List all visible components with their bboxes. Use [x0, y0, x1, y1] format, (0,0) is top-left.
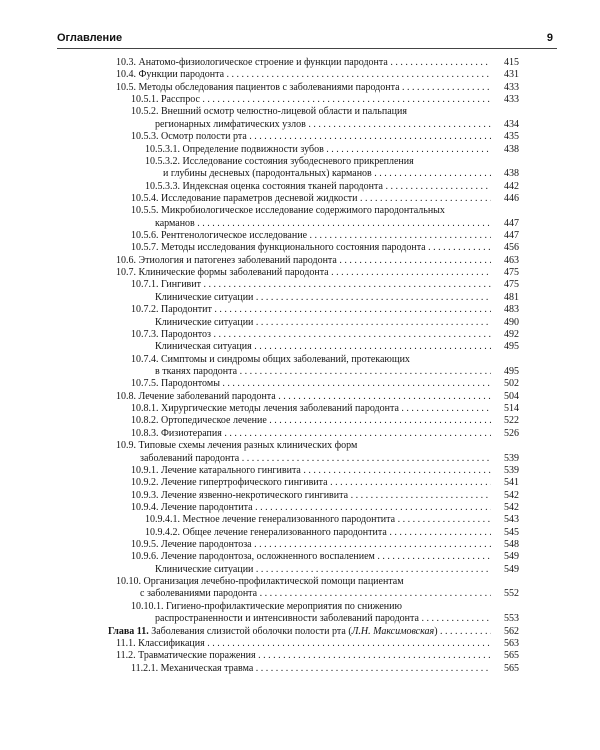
toc-page-number: 565 [491, 650, 519, 662]
toc-row [0, 601, 600, 613]
toc-entry-title: 10.9.2. Лечение гипертрофического гингивита . . . [131, 477, 493, 489]
toc-entry-title: Клиническая ситуация . . . [155, 341, 493, 353]
toc-entry-title: 10.4. Функции пародонта . . . [116, 69, 493, 81]
toc-row [0, 403, 600, 415]
toc-entry-title: 10.5.3.3. Индексная оценка состояния тканей пародонта . . . [145, 181, 493, 193]
toc-page-number: 438 [491, 144, 519, 156]
toc-page-number: 504 [491, 391, 519, 403]
toc-row [0, 106, 600, 118]
toc-row [0, 205, 600, 217]
toc-entry-title: 10.5.2. Внешний осмотр челюстно-лицевой области и пальпация [131, 106, 407, 118]
toc-row [0, 329, 600, 341]
toc-page-number: 553 [491, 613, 519, 625]
toc-row [0, 551, 600, 563]
toc-row [0, 415, 600, 427]
toc-page-number: 456 [491, 242, 519, 254]
toc-page-number: 415 [491, 57, 519, 69]
toc-row [0, 514, 600, 526]
toc-row [0, 317, 600, 329]
toc-entry-title: 10.10. Организация лечебно-профилактической помощи пациентам [116, 576, 404, 588]
toc-entry-title: 10.3. Анатомо-физиологическое строение и функции пародонта . . . [116, 57, 493, 69]
toc-row [0, 613, 600, 625]
toc-entry-title: 10.9.4. Лечение пародонтита . . . [131, 502, 493, 514]
toc-entry-title: 10.5.7. Методы исследования функционального состояния пародонта . . . [131, 242, 493, 254]
toc-row [0, 638, 600, 650]
toc-row [0, 82, 600, 94]
toc-entry-title: 11.1. Классификация . . . [116, 638, 493, 650]
toc-row [0, 650, 600, 662]
toc-page-number: 446 [491, 193, 519, 205]
toc-page-number: 548 [491, 539, 519, 551]
toc-entry-title: 10.7.4. Симптомы и синдромы общих заболеваний, протекающих [131, 353, 410, 365]
toc-entry-title: 10.8. Лечение заболеваний пародонта . . . [116, 391, 493, 403]
toc-entry-title: 10.9.4.1. Местное лечение генерализованного пародонтита . . . [145, 514, 493, 526]
toc-entry-title: 10.9.3. Лечение язвенно-некротического гингивита . . . [131, 490, 493, 502]
toc-row [0, 539, 600, 551]
toc-page-number: 563 [491, 638, 519, 650]
toc-entry-title: 10.5.3.1. Определение подвижности зубов . . . [145, 144, 493, 156]
toc-page-number: 541 [491, 477, 519, 489]
toc-row [0, 428, 600, 440]
toc-row [0, 131, 600, 143]
toc-page-number: 539 [491, 465, 519, 477]
toc-row [0, 144, 600, 156]
toc-entry-title: 10.7.5. Пародонтомы . . . [131, 378, 493, 390]
toc-entry-title: 10.9.5. Лечение пародонтоза . . . [131, 539, 493, 551]
toc-page-number: 514 [491, 403, 519, 415]
section-title: Оглавление [57, 32, 123, 44]
toc-page-number: 475 [491, 267, 519, 279]
toc-page-number: 552 [491, 588, 519, 600]
toc-entry-title: 10.9.4.2. Общее лечение генерализованного пародонтита . . . [145, 527, 493, 539]
toc-page-number: 543 [491, 514, 519, 526]
toc-entry-title: распространенности и интенсивности заболеваний пародонта . . . [155, 613, 493, 625]
toc-row [0, 181, 600, 193]
toc-row [0, 57, 600, 69]
toc-page-number: 435 [491, 131, 519, 143]
toc-entry-title: и глубины десневых (пародонтальных) карманов . . . [163, 168, 493, 180]
toc-row [0, 391, 600, 403]
toc-page-number: 475 [491, 279, 519, 291]
toc-page-number: 502 [491, 378, 519, 390]
toc-entry-title: Клинические ситуации . . . [155, 317, 493, 329]
toc-page-number: 431 [491, 69, 519, 81]
toc-entry-title: 10.7.3. Пародонтоз . . . [131, 329, 493, 341]
toc-entry-title: 10.10.1. Гигиено-профилактические мероприятия по снижению [131, 600, 402, 612]
page-number: 9 [546, 32, 553, 44]
toc-row [0, 354, 600, 366]
toc-entry-title: 10.9.1. Лечение катарального гингивита . . . [131, 465, 493, 477]
toc-entry-title: 11.2.1. Механическая травма . . . [131, 663, 493, 675]
toc-entry-title: Глава 11. Заболевания слизистой оболочки полости рта (Л.Н. Максимовская) . . . [108, 626, 493, 638]
toc-row [0, 626, 600, 638]
toc-entry-title: 10.5.5. Микробиологическое исследование содержимого пародонтальных [131, 205, 445, 217]
toc-entry-title: 10.7. Клинические формы заболеваний пародонта . . . [116, 267, 493, 279]
toc-page-number: 447 [491, 218, 519, 230]
toc-row [0, 453, 600, 465]
toc-row [0, 366, 600, 378]
toc-row [0, 490, 600, 502]
toc-row [0, 94, 600, 106]
toc-page-number: 481 [491, 292, 519, 304]
toc-page-number: 483 [491, 304, 519, 316]
toc-page-number: 549 [491, 564, 519, 576]
toc-entry-title: Клинические ситуации . . . [155, 292, 493, 304]
toc-row [0, 341, 600, 353]
toc-row [0, 218, 600, 230]
toc-entry-title: 10.6. Этиология и патогенез заболеваний пародонта . . . [116, 255, 493, 267]
toc-page-number: 433 [491, 94, 519, 106]
toc-row [0, 168, 600, 180]
toc-page-number: 463 [491, 255, 519, 267]
author-name: Л.Н. Максимовская [351, 625, 435, 637]
toc-page-number: 434 [491, 119, 519, 131]
toc-row [0, 193, 600, 205]
toc-row [0, 255, 600, 267]
toc-entry-title: 11.2. Травматические поражения . . . [116, 650, 493, 662]
toc-entry-title: 10.8.3. Физиотерапия . . . [131, 428, 493, 440]
toc-row [0, 292, 600, 304]
toc-entry-title: 10.5.4. Исследование параметров десневой жидкости . . . [131, 193, 493, 205]
toc-row [0, 465, 600, 477]
toc-page-number: 490 [491, 317, 519, 329]
toc-entry-title: карманов . . . [155, 218, 493, 230]
toc-row [0, 527, 600, 539]
toc-entry-title: 10.9. Типовые схемы лечения разных клинических форм [116, 440, 358, 452]
toc-page-number: 562 [491, 626, 519, 638]
toc-entry-title: 10.8.1. Хирургические методы лечения заболеваний пародонта . . . [131, 403, 493, 415]
toc-page-number: 495 [491, 341, 519, 353]
toc-page-number: 438 [491, 168, 519, 180]
header-rule [57, 48, 557, 49]
toc-row [0, 440, 600, 452]
toc-page-number: 549 [491, 551, 519, 563]
toc-row [0, 663, 600, 675]
toc-entry-title: 10.7.1. Гингивит . . . [131, 279, 493, 291]
toc-page-number: 447 [491, 230, 519, 242]
toc-entry-title: 10.7.2. Пародонтит . . . [131, 304, 493, 316]
toc-entry-title: 10.5.3. Осмотр полости рта . . . [131, 131, 493, 143]
toc-row [0, 279, 600, 291]
toc-row [0, 267, 600, 279]
toc-row [0, 564, 600, 576]
toc-row [0, 378, 600, 390]
toc-page-number: 565 [491, 663, 519, 675]
toc-page-number: 542 [491, 490, 519, 502]
toc-entry-title: заболеваний пародонта . . . [140, 453, 493, 465]
toc-row [0, 242, 600, 254]
toc-page-number: 542 [491, 502, 519, 514]
chapter-label: Глава 11. [108, 625, 149, 637]
toc-row [0, 477, 600, 489]
toc-entry-title: в тканях пародонта . . . [155, 366, 493, 378]
toc-entry-title: 10.5. Методы обследования пациентов с заболеваниями пародонта . . . [116, 82, 493, 94]
toc-row [0, 304, 600, 316]
toc-row [0, 576, 600, 588]
toc-entry-title: 10.5.1. Расспрос . . . [131, 94, 493, 106]
running-header [57, 28, 557, 46]
toc-row [0, 119, 600, 131]
toc-page-number: 433 [491, 82, 519, 94]
toc-entry-title: Клинические ситуации . . . [155, 564, 493, 576]
toc-row [0, 502, 600, 514]
toc-page-number: 539 [491, 453, 519, 465]
toc-entry-title: 10.5.6. Рентгенологическое исследование . . . [131, 230, 493, 242]
toc-entry-title: с заболеваниями пародонта . . . [140, 588, 493, 600]
toc-page-number: 442 [491, 181, 519, 193]
toc-entry-title: 10.8.2. Ортопедическое лечение . . . [131, 415, 493, 427]
toc-page-number: 526 [491, 428, 519, 440]
toc-page-number: 545 [491, 527, 519, 539]
toc-row [0, 588, 600, 600]
toc-row [0, 69, 600, 81]
toc-entry-title: регионарных лимфатических узлов . . . [155, 119, 493, 131]
toc-page-number: 492 [491, 329, 519, 341]
toc-row [0, 156, 600, 168]
toc-page-number: 522 [491, 415, 519, 427]
toc-entry-title: 10.9.6. Лечение пародонтоза, осложненного воспалением . . . [131, 551, 493, 563]
toc-row [0, 230, 600, 242]
toc-page-number: 495 [491, 366, 519, 378]
toc-entry-title: 10.5.3.2. Исследование состояния зубодесневого прикрепления [145, 155, 414, 167]
